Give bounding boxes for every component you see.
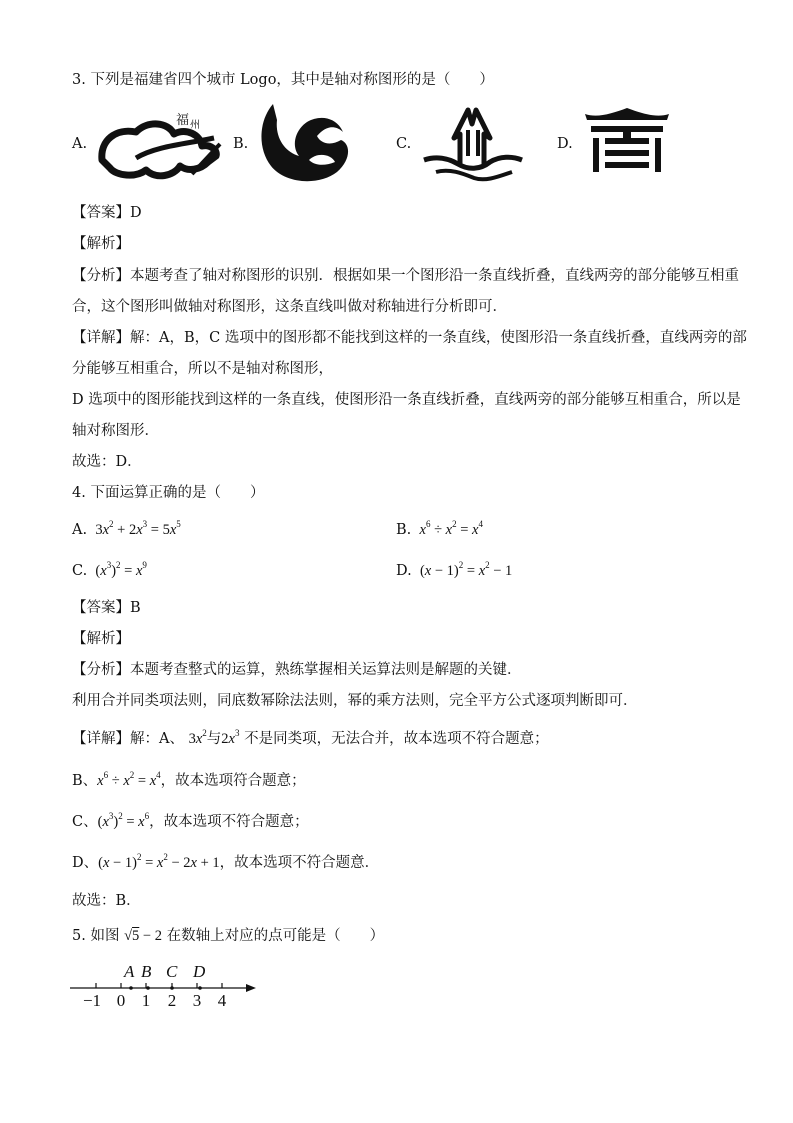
q4-xiangjie-a [72, 729, 549, 749]
q3-answer-tag: 【答案】 [72, 205, 130, 221]
q3-fenxi-line-1 [72, 266, 739, 286]
q3-xiangjie-text-1: 解：A，B，C 选项中的图形都不能找到这样的一条直线，使图形沿一条直线折叠，直线两旁的部 [130, 330, 747, 346]
q4-answer: B [130, 600, 141, 616]
q3-logo-c-image [420, 100, 524, 185]
q3-option-b-label: B. [233, 136, 249, 152]
q5-number-line [60, 956, 270, 1012]
q4-option-a-formula: $3x^2 + 2x^3 = 5x^5$ [95, 519, 181, 538]
q4-option-d [396, 561, 512, 581]
point-d-label: D [193, 962, 206, 981]
q4-xiangjie-a-term-1: $3x^2$ [188, 728, 207, 747]
q4-option-a [72, 520, 181, 540]
q5-stem [72, 926, 384, 946]
point-c-dot [170, 986, 174, 990]
q3-jiexi-tag: 【解析】 [72, 236, 130, 252]
q4-stem: 4. 下面运算正确的是（ ） [72, 485, 265, 501]
q4-option-c-formula: $(x^3)^2 = x^9$ [95, 560, 147, 579]
point-a-dot [129, 986, 133, 990]
q4-xiangjie-d-formula: $(x - 1)^2 = x^2 - 2x + 1$ [98, 852, 220, 871]
q4-option-c-label: C. [72, 563, 88, 579]
q3-logo-b-image [255, 100, 355, 185]
q4-answer-tag: 【答案】 [72, 600, 130, 616]
q4-jiexi-tag: 【解析】 [72, 631, 130, 647]
svg-text:州: 州 [190, 120, 200, 131]
q3-xiangjie-line-1 [72, 328, 747, 348]
q4-fenxi-text-1: 本题考查整式的运算，熟练掌握相关运算法则是解题的关键． [130, 662, 522, 678]
q3-xiangjie-tag: 【详解】 [72, 330, 130, 346]
q4-fenxi-line-1 [72, 660, 522, 680]
q4-xiangjie-a-mid: 与 [206, 731, 222, 747]
q5-stem-pre: 5. 如图 [72, 928, 120, 944]
q4-xiangjie-a-post: 不是同类项，无法合并，故本选项不符合题意； [244, 731, 549, 747]
q3-answer: D [130, 205, 142, 221]
q4-xiangjie-c [72, 812, 309, 832]
point-b-label: B [141, 962, 152, 981]
point-b-dot [146, 986, 150, 990]
q4-xiangjie-b-post: ，故本选项符合题意； [160, 773, 306, 789]
q4-option-b [396, 520, 483, 540]
q3-logo-a-image [96, 100, 224, 185]
q4-xiangjie-b-formula: $x^6 \div x^2 = x^4$ [97, 770, 161, 789]
q3-option-c-label: C. [396, 136, 412, 152]
q4-xiangjie-a-term-2: $2x^3$ [221, 728, 240, 747]
q4-xiangjie-d [72, 853, 379, 873]
q3-conclusion: 故选：D． [72, 454, 142, 470]
q4-xiangjie-d-pre: D、 [72, 855, 99, 871]
q4-conclusion: 故选：B． [72, 893, 141, 909]
q4-option-c [72, 561, 147, 581]
svg-text:福: 福 [176, 113, 190, 128]
q4-xiangjie-a-pre: 解：A、 [130, 731, 184, 747]
tick-label-4: 4 [217, 991, 227, 1010]
q4-xiangjie-tag: 【详解】 [72, 731, 130, 747]
tick-label-2: 2 [167, 991, 177, 1010]
q3-logo-d-image [583, 104, 671, 176]
q3-fenxi-text-1: 本题考查了轴对称图形的识别．根据如果一个图形沿一条直线折叠，直线两旁的部分能够互相重 [130, 268, 739, 284]
q4-xiangjie-b [72, 771, 306, 791]
point-a-label: A [124, 962, 135, 981]
q4-xiangjie-c-formula: $(x^3)^2 = x^6$ [97, 811, 150, 830]
q4-option-b-formula: $x^6 \div x^2 = x^4$ [415, 519, 483, 538]
tick-label-1: 1 [141, 991, 151, 1010]
tick-label-3: 3 [192, 991, 202, 1010]
q3-xiangjie-line-4: 轴对称图形． [72, 423, 159, 439]
tick-label-neg1: −1 [82, 991, 102, 1010]
number-line-arrow [246, 984, 256, 992]
q3-option-a-label: A. [72, 136, 88, 152]
q4-option-b-label: B. [396, 522, 412, 538]
q4-fenxi-line-2: 利用合并同类项法则，同底数幂除法法则，幂的乘方法则，完全平方公式逐项判断即可． [72, 693, 638, 709]
q5-stem-post: 在数轴上对应的点可能是（ ） [166, 928, 385, 944]
q4-option-a-label: A. [72, 522, 88, 538]
q4-xiangjie-b-pre: B、 [72, 773, 98, 789]
q4-xiangjie-d-post: ，故本选项不符合题意． [219, 855, 380, 871]
q3-answer-line [72, 203, 142, 223]
q3-xiangjie-line-2: 分能够互相重合，所以不是轴对称图形， [72, 361, 333, 377]
tick-label-0: 0 [116, 991, 126, 1010]
point-c-label: C [166, 962, 178, 981]
q3-fenxi-tag: 【分析】 [72, 268, 130, 284]
q3-option-d-label: D. [557, 136, 573, 152]
q3-stem: 3. 下列是福建省四个城市 Logo，其中是轴对称图形的是（ ） [72, 72, 494, 88]
q4-xiangjie-c-post: ，故本选项不符合题意； [149, 814, 309, 830]
point-d-dot [198, 986, 202, 990]
q4-fenxi-tag: 【分析】 [72, 662, 130, 678]
q3-xiangjie-line-3: D 选项中的图形能找到这样的一条直线，使图形沿一条直线折叠，直线两旁的部分能够互相重合，所以是 [72, 392, 741, 408]
q4-xiangjie-c-pre: C、 [72, 814, 98, 830]
q4-option-d-formula: $(x - 1)^2 = x^2 - 1$ [419, 560, 513, 579]
q5-stem-radical: √5 − 2 [124, 928, 162, 944]
q3-fenxi-line-2: 合，这个图形叫做轴对称图形，这条直线叫做对称轴进行分析即可． [72, 299, 507, 315]
q4-answer-line [72, 598, 141, 618]
q4-option-d-label: D. [396, 563, 412, 579]
